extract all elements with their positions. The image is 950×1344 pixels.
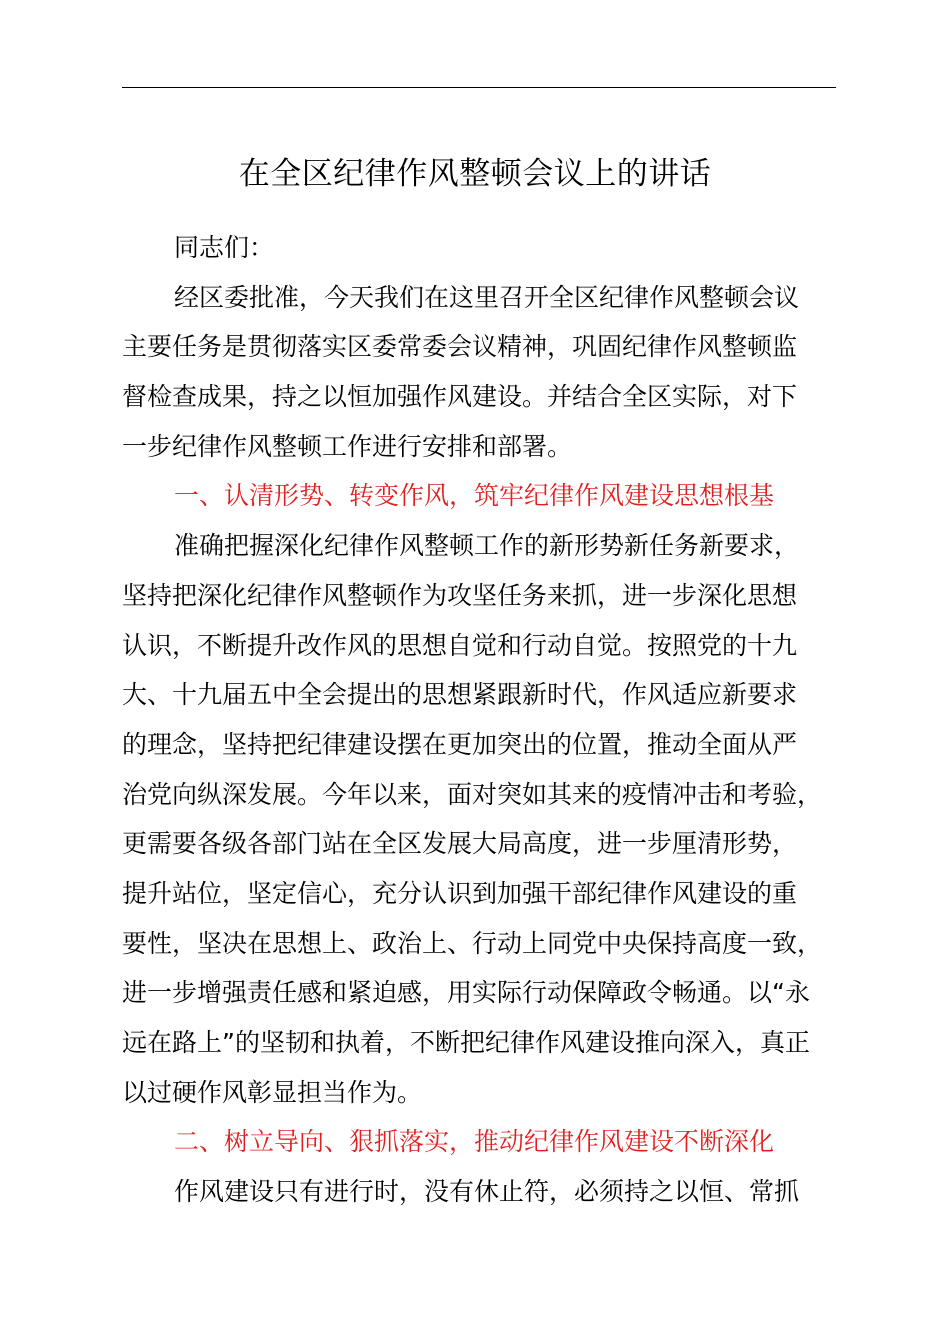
paragraph-line: 主要任务是贯彻落实区委常委会议精神，巩固纪律作风整顿监 <box>122 332 798 362</box>
paragraph-line: 更需要各级各部门站在全区发展大局高度，进一步厘清形势， <box>122 829 798 859</box>
paragraph-line: 提升站位，坚定信心，充分认识到加强干部纪律作风建设的重 <box>122 878 798 908</box>
paragraph-line: 远在路上”的坚韧和执着，不断把纪律作风建设推向深入，真正 <box>122 1028 810 1057</box>
paragraph-line: 进一步增强责任感和紧迫感，用实际行动保障政令畅通。以“永 <box>122 978 810 1008</box>
document-body <box>122 223 862 1217</box>
paragraph-line: 作风建设只有进行时，没有休止符，必须持之以恒、常抓 <box>174 1177 800 1207</box>
paragraph-line: 督检查成果，持之以恒加强作风建设。并结合全区实际，对下 <box>122 382 798 412</box>
paragraph-line: 坚持把深化纪律作风整顿作为攻坚任务来抓，进一步深化思想 <box>122 580 798 610</box>
top-divider <box>122 87 836 88</box>
section-heading-1: 一、认清形势、转变作风，筑牢纪律作风建设思想根基 <box>174 481 775 511</box>
paragraph-line: 准确把握深化纪律作风整顿工作的新形势新任务新要求， <box>174 531 800 561</box>
section-heading-2: 二、树立导向、狠抓落实，推动纪律作风建设不断深化 <box>174 1127 775 1157</box>
paragraph-line: 一步纪律作风整顿工作进行安排和部署。 <box>122 431 573 461</box>
paragraph-line: 经区委批准，今天我们在这里召开全区纪律作风整顿会议 <box>174 282 800 312</box>
salutation: 同志们： <box>174 233 275 262</box>
paragraph-line: 大、十九届五中全会提出的思想紧跟新时代，作风适应新要求 <box>122 680 798 710</box>
document-title: 在全区纪律作风整顿会议上的讲话 <box>238 156 712 192</box>
paragraph-line: 以过硬作风彰显担当作为。 <box>122 1077 423 1107</box>
paragraph-line: 认识，不断提升改作风的思想自觉和行动自觉。按照党的十九 <box>122 630 798 660</box>
paragraph-line: 要性，坚决在思想上、政治上、行动上同党中央保持高度一致， <box>122 928 823 958</box>
paragraph-line: 的理念，坚持把纪律建设摆在更加突出的位置，推动全面从严 <box>122 729 798 759</box>
paragraph-line: 治党向纵深发展。今年以来，面对突如其来的疫情冲击和考验， <box>122 779 823 809</box>
